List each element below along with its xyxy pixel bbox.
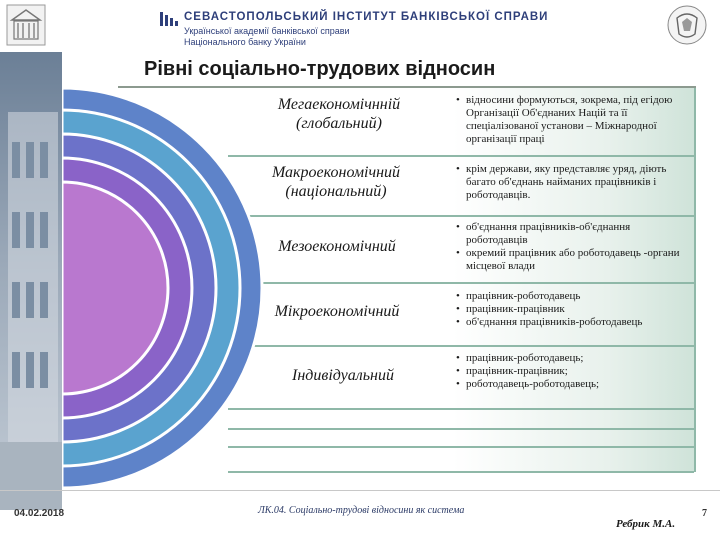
bullet-item: • роботодавець-роботодавець; xyxy=(456,378,692,391)
bullet-item: • працівник-працівник; xyxy=(456,365,692,378)
page-number: 7 xyxy=(702,508,707,519)
footer-lecture-title: ЛК.04. Соціально-трудові відносини як система xyxy=(258,505,465,516)
institute-subtitle-1: Української академії банківської справи xyxy=(184,26,350,36)
level-name-line: (національний) xyxy=(285,183,387,200)
footer-author: Ребрик М.А. xyxy=(616,518,676,530)
level-description-meso xyxy=(456,221,692,273)
table-right-border xyxy=(694,88,696,472)
level-name-line: Індивідуальний xyxy=(292,367,394,384)
bullet-item: • працівник-роботодавець; xyxy=(456,352,692,365)
level-name-line: Макроекономічний xyxy=(271,164,401,181)
level-name-meso xyxy=(242,237,432,256)
building-facade-icon xyxy=(0,52,62,510)
level-name-macro xyxy=(238,163,434,201)
level-description-micro xyxy=(456,290,692,329)
level-name-line: (глобальний) xyxy=(296,115,382,132)
level-description-macro xyxy=(456,163,692,202)
level-name-line: Мегаекономічнній xyxy=(277,96,401,113)
level-description-mega xyxy=(456,94,692,146)
institute-subtitle-2: Національного банку України xyxy=(184,37,306,47)
bullet-item: • об'єднання працівників-роботодавець xyxy=(456,316,692,329)
bullet-item: • крім держави, яку представляє уряд, діють багато об'єднань найманих працівників і роботодавців. xyxy=(456,163,692,202)
slide-header xyxy=(0,0,720,50)
level-description-individual xyxy=(456,352,692,391)
footer-divider xyxy=(0,490,720,491)
page-title: Рівні соціально-трудових відносин xyxy=(144,58,496,80)
level-name-mega xyxy=(244,95,434,133)
institute-title: СЕВАСТОПОЛЬСЬКИЙ ІНСТИТУТ БАНКІВСЬКОЇ СПРАВИ xyxy=(184,11,549,23)
footer-date: 04.02.2018 xyxy=(14,508,65,519)
nested-arcs-diagram xyxy=(62,88,302,488)
bullet-item: • окремий працівник або роботодавець -органи місцевої влади xyxy=(456,247,692,273)
bullet-item: • відносини формуються, зокрема, під егідою Організації Об'єднаних Націй та її спеціалізованої установи – Міжнародної організації праці xyxy=(456,94,692,146)
level-name-line: Мезоекономічний xyxy=(278,238,396,255)
emblem-logo-icon xyxy=(666,4,708,46)
level-name-individual xyxy=(258,366,428,385)
building-photo xyxy=(0,52,62,510)
building-logo-icon xyxy=(6,4,46,46)
bullet-item: • об'єднання працівників-об'єднання роботодавців xyxy=(456,221,692,247)
bullet-item: • працівник-роботодавець xyxy=(456,290,692,303)
bullet-item: • працівник-працівник xyxy=(456,303,692,316)
level-name-line: Мікроекономічний xyxy=(274,303,400,320)
level-name-micro xyxy=(242,302,432,321)
institute-mark-icon xyxy=(160,12,178,26)
